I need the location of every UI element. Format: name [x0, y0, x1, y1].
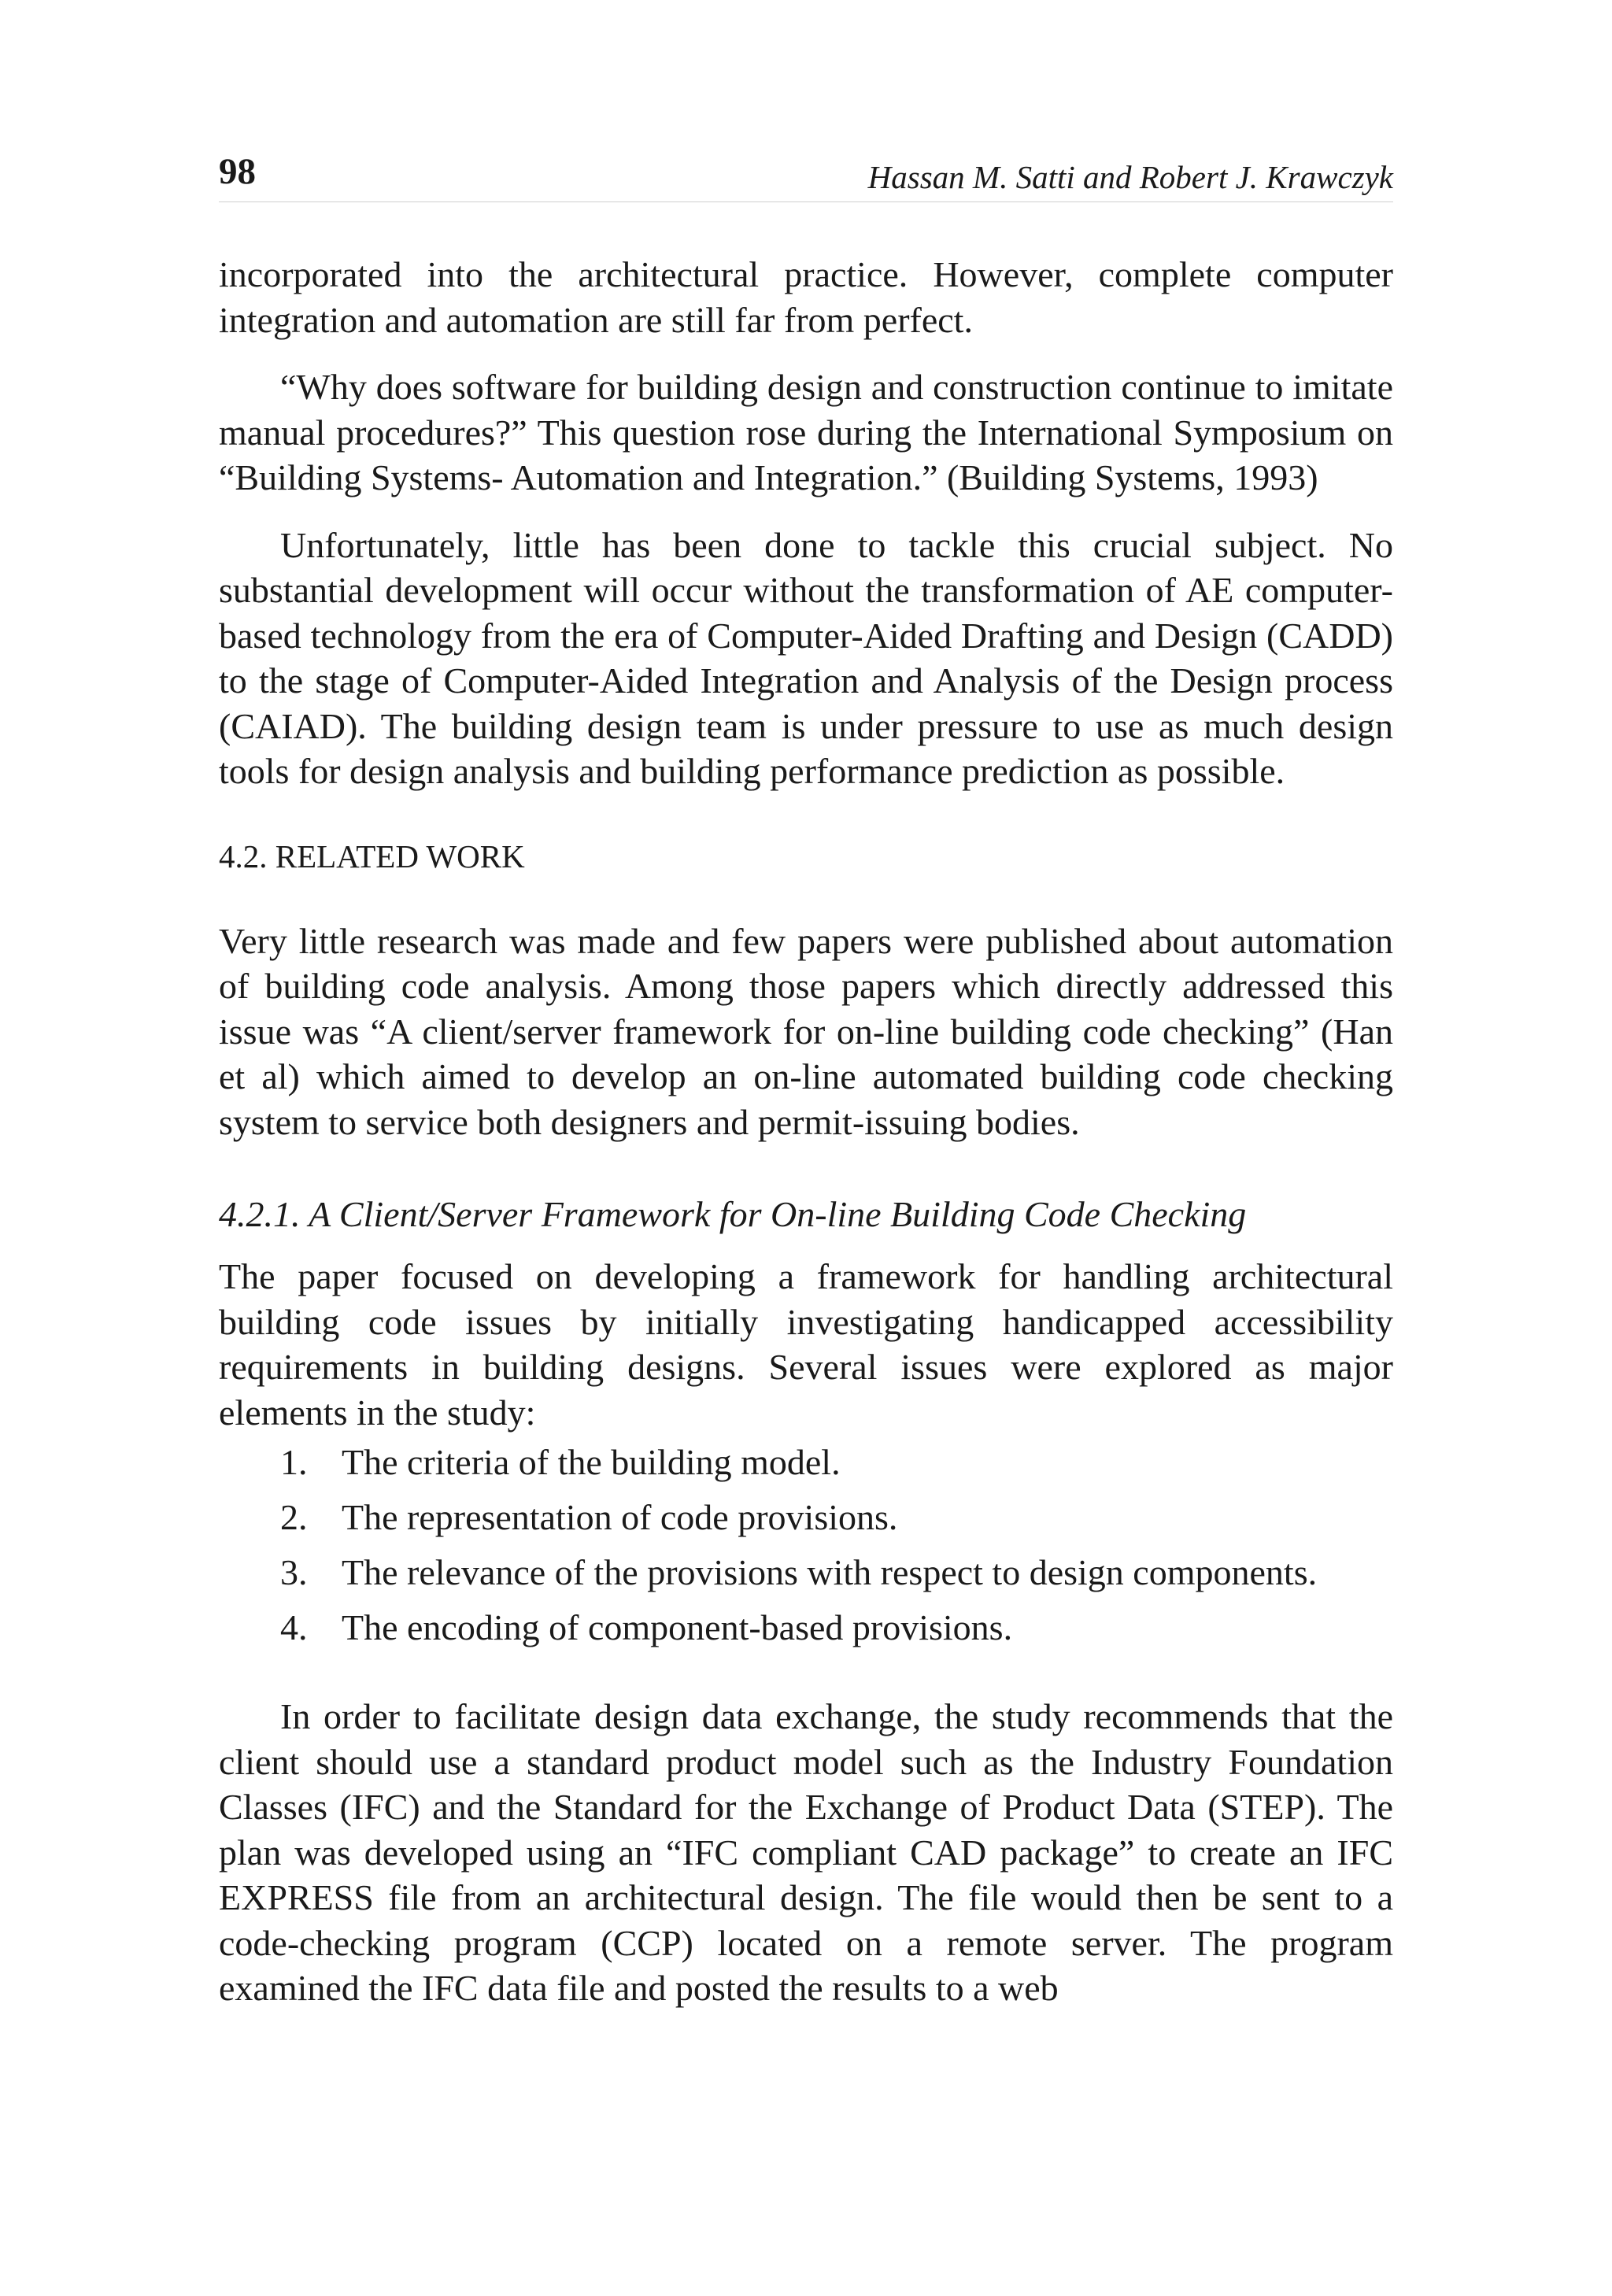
page-header: [219, 150, 1393, 202]
list-item-number: 4.: [280, 1607, 308, 1647]
list-item-text: The criteria of the building model.: [342, 1442, 841, 1482]
subsection-heading: 4.2.1. A Client/Server Framework for On-line Building Code Checking: [219, 1194, 1247, 1234]
running-head: Hassan M. Satti and Robert J. Krawczyk: [867, 159, 1393, 195]
list-item-number: 2.: [280, 1497, 308, 1537]
list-item-text: The representation of code provisions.: [342, 1497, 898, 1537]
list-item-number: 3.: [280, 1552, 308, 1592]
numbered-list: [219, 1440, 1393, 1650]
paragraph: “Why does software for building design and construction continue to imitate manual procedures?” This question rose during the International Symposium on “Building Systems- Automation and Integration.” (Building Systems, 1993): [219, 367, 1393, 497]
paragraph: Very little research was made and few papers were published about automation of building code analysis. Among those papers which directly addressed this issue was “A client/server framework for on-line building code checking” (Han et al) which aimed to develop an on-line automated building code checking system to service both designers and permit-issuing bodies.: [219, 920, 1393, 1142]
page-number: 98: [219, 151, 256, 192]
list-item: [219, 1550, 1393, 1595]
list-item-text: The encoding of component-based provisions.: [342, 1607, 1013, 1647]
paragraph: The paper focused on developing a framework for handling architectural building code issues by initially investigating handicapped accessibility requirements in building designs. Several issues were explored as major elements in the study:: [219, 1256, 1393, 1433]
list-item: [219, 1495, 1393, 1540]
section-heading: 4.2. RELATED WORK: [219, 837, 525, 874]
paragraph: Unfortunately, little has been done to tackle this crucial subject. No substantial development will occur without the transformation of AE computer-based technology from the era of Computer-Aided Drafting and Design (CADD) to the stage of Computer-Aided Integration and Analysis of the Design process (CAIAD). The building design team is under pressure to use as much design tools for design analysis and building performance prediction as possible.: [219, 524, 1393, 791]
list-item: [219, 1605, 1393, 1650]
list-item-number: 1.: [280, 1442, 308, 1482]
list-item: [219, 1440, 1393, 1484]
body-text: [219, 252, 1393, 2011]
paragraph: incorporated into the architectural practice. However, complete computer integration and automation are still far from perfect.: [219, 254, 1393, 340]
list-item-text: The relevance of the provisions with respect to design components.: [342, 1552, 1318, 1592]
paragraph: In order to facilitate design data exchange, the study recommends that the client should use a standard product model such as the Industry Foundation Classes (IFC) and the Standard for the Exchange of Product Data (STEP). The plan was developed using an “IFC compliant CAD package” to create an IFC EXPRESS file from an architectural design. The file would then be sent to a code-checking program (CCP) located on a remote server. The program examined the IFC data file and posted the results to a web: [219, 1696, 1393, 2008]
